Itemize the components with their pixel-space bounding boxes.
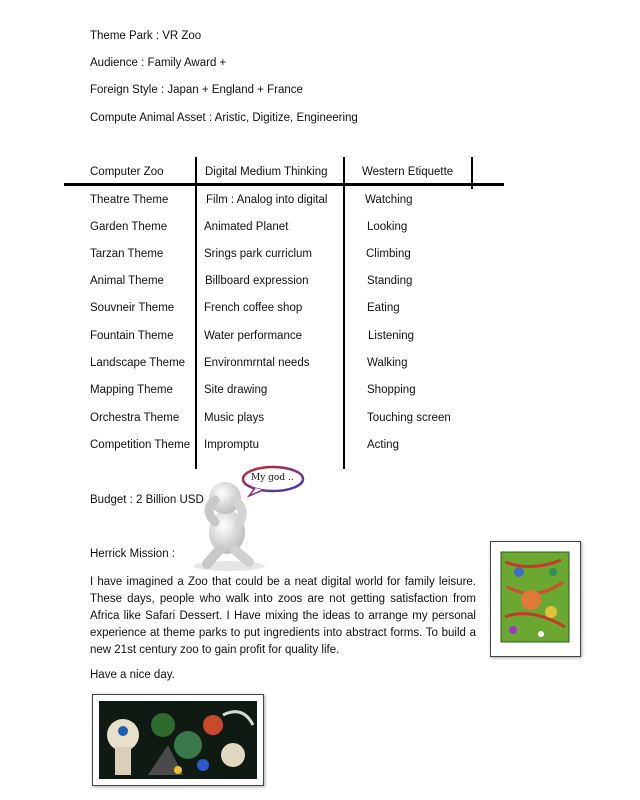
- table-cell: Orchestra Theme: [90, 412, 180, 424]
- table-cell: Listening: [368, 330, 415, 342]
- mission-title: Herrick Mission :: [90, 548, 175, 560]
- collage-icon: [93, 695, 263, 785]
- budget-line: Budget : 2 Billion USD: [90, 494, 204, 506]
- table-cell: Acting: [367, 439, 399, 451]
- table-cell: Watching: [365, 194, 413, 206]
- table-cell: Looking: [367, 221, 408, 233]
- zoo-map-icon: [491, 542, 580, 656]
- audience-line: Audience : Family Award +: [90, 57, 227, 69]
- table-cell: Site drawing: [204, 384, 268, 396]
- table-cell: Fountain Theme: [90, 330, 174, 342]
- table-cell: Animated Planet: [204, 221, 289, 233]
- table-cell: Garden Theme: [90, 221, 168, 233]
- table-cell: Eating: [367, 302, 400, 314]
- table-header-rule: [64, 183, 504, 186]
- collage-image: [92, 694, 264, 786]
- table-cell: Standing: [367, 275, 413, 287]
- column-header-western-etiquette: Western Etiquette: [362, 166, 454, 178]
- table-cell: Impromptu: [204, 439, 259, 451]
- table-cell: Environmrntal needs: [204, 357, 310, 369]
- table-divider-1: [195, 157, 197, 469]
- compute-asset-line: Compute Animal Asset : Aristic, Digitize, Engineering: [90, 112, 358, 124]
- foreign-style-line: Foreign Style : Japan + England + France: [90, 84, 303, 96]
- table-cell: Walking: [367, 357, 408, 369]
- thinking-figure: [185, 462, 305, 574]
- table-divider-3: [471, 157, 473, 189]
- table-cell: Theatre Theme: [90, 194, 169, 206]
- table-cell: Music plays: [204, 412, 265, 424]
- table-cell: Srings park curriclum: [204, 248, 312, 260]
- theme-park-line: Theme Park : VR Zoo: [90, 30, 202, 42]
- speech-bubble-text: My god ..: [251, 473, 294, 483]
- table-cell: Mapping Theme: [90, 384, 173, 396]
- table-cell: Souvneir Theme: [90, 302, 175, 314]
- mission-paragraph: I have imagined a Zoo that could be a neat digital world for family leisure. These days, people who walk into zoos are not getting satisfaction from Africa like Safari Dessert. I Have mixing the ideas to arrange my personal experience at theme parks to put ingredients into abstract forms. To build a new 21st century zoo to gain profit for quality life.: [90, 576, 476, 656]
- table-cell: Landscape Theme: [90, 357, 186, 369]
- table-cell: Shopping: [367, 384, 416, 396]
- zoo-map-image: [490, 541, 581, 657]
- closing-line: Have a nice day.: [90, 669, 175, 681]
- table-cell: Touching screen: [367, 412, 451, 424]
- table-cell: Climbing: [366, 248, 411, 260]
- table-cell: Billboard expression: [205, 275, 309, 287]
- table-cell: Animal Theme: [90, 275, 164, 287]
- column-header-digital-medium: Digital Medium Thinking: [205, 166, 328, 178]
- table-cell: Tarzan Theme: [90, 248, 164, 260]
- table-cell: French coffee shop: [204, 302, 303, 314]
- table-cell: Competition Theme: [90, 439, 191, 451]
- table-cell: Water performance: [204, 330, 302, 342]
- column-header-computer-zoo: Computer Zoo: [90, 166, 164, 178]
- table-divider-2: [343, 157, 345, 469]
- table-cell: Film : Analog into digital: [206, 194, 328, 206]
